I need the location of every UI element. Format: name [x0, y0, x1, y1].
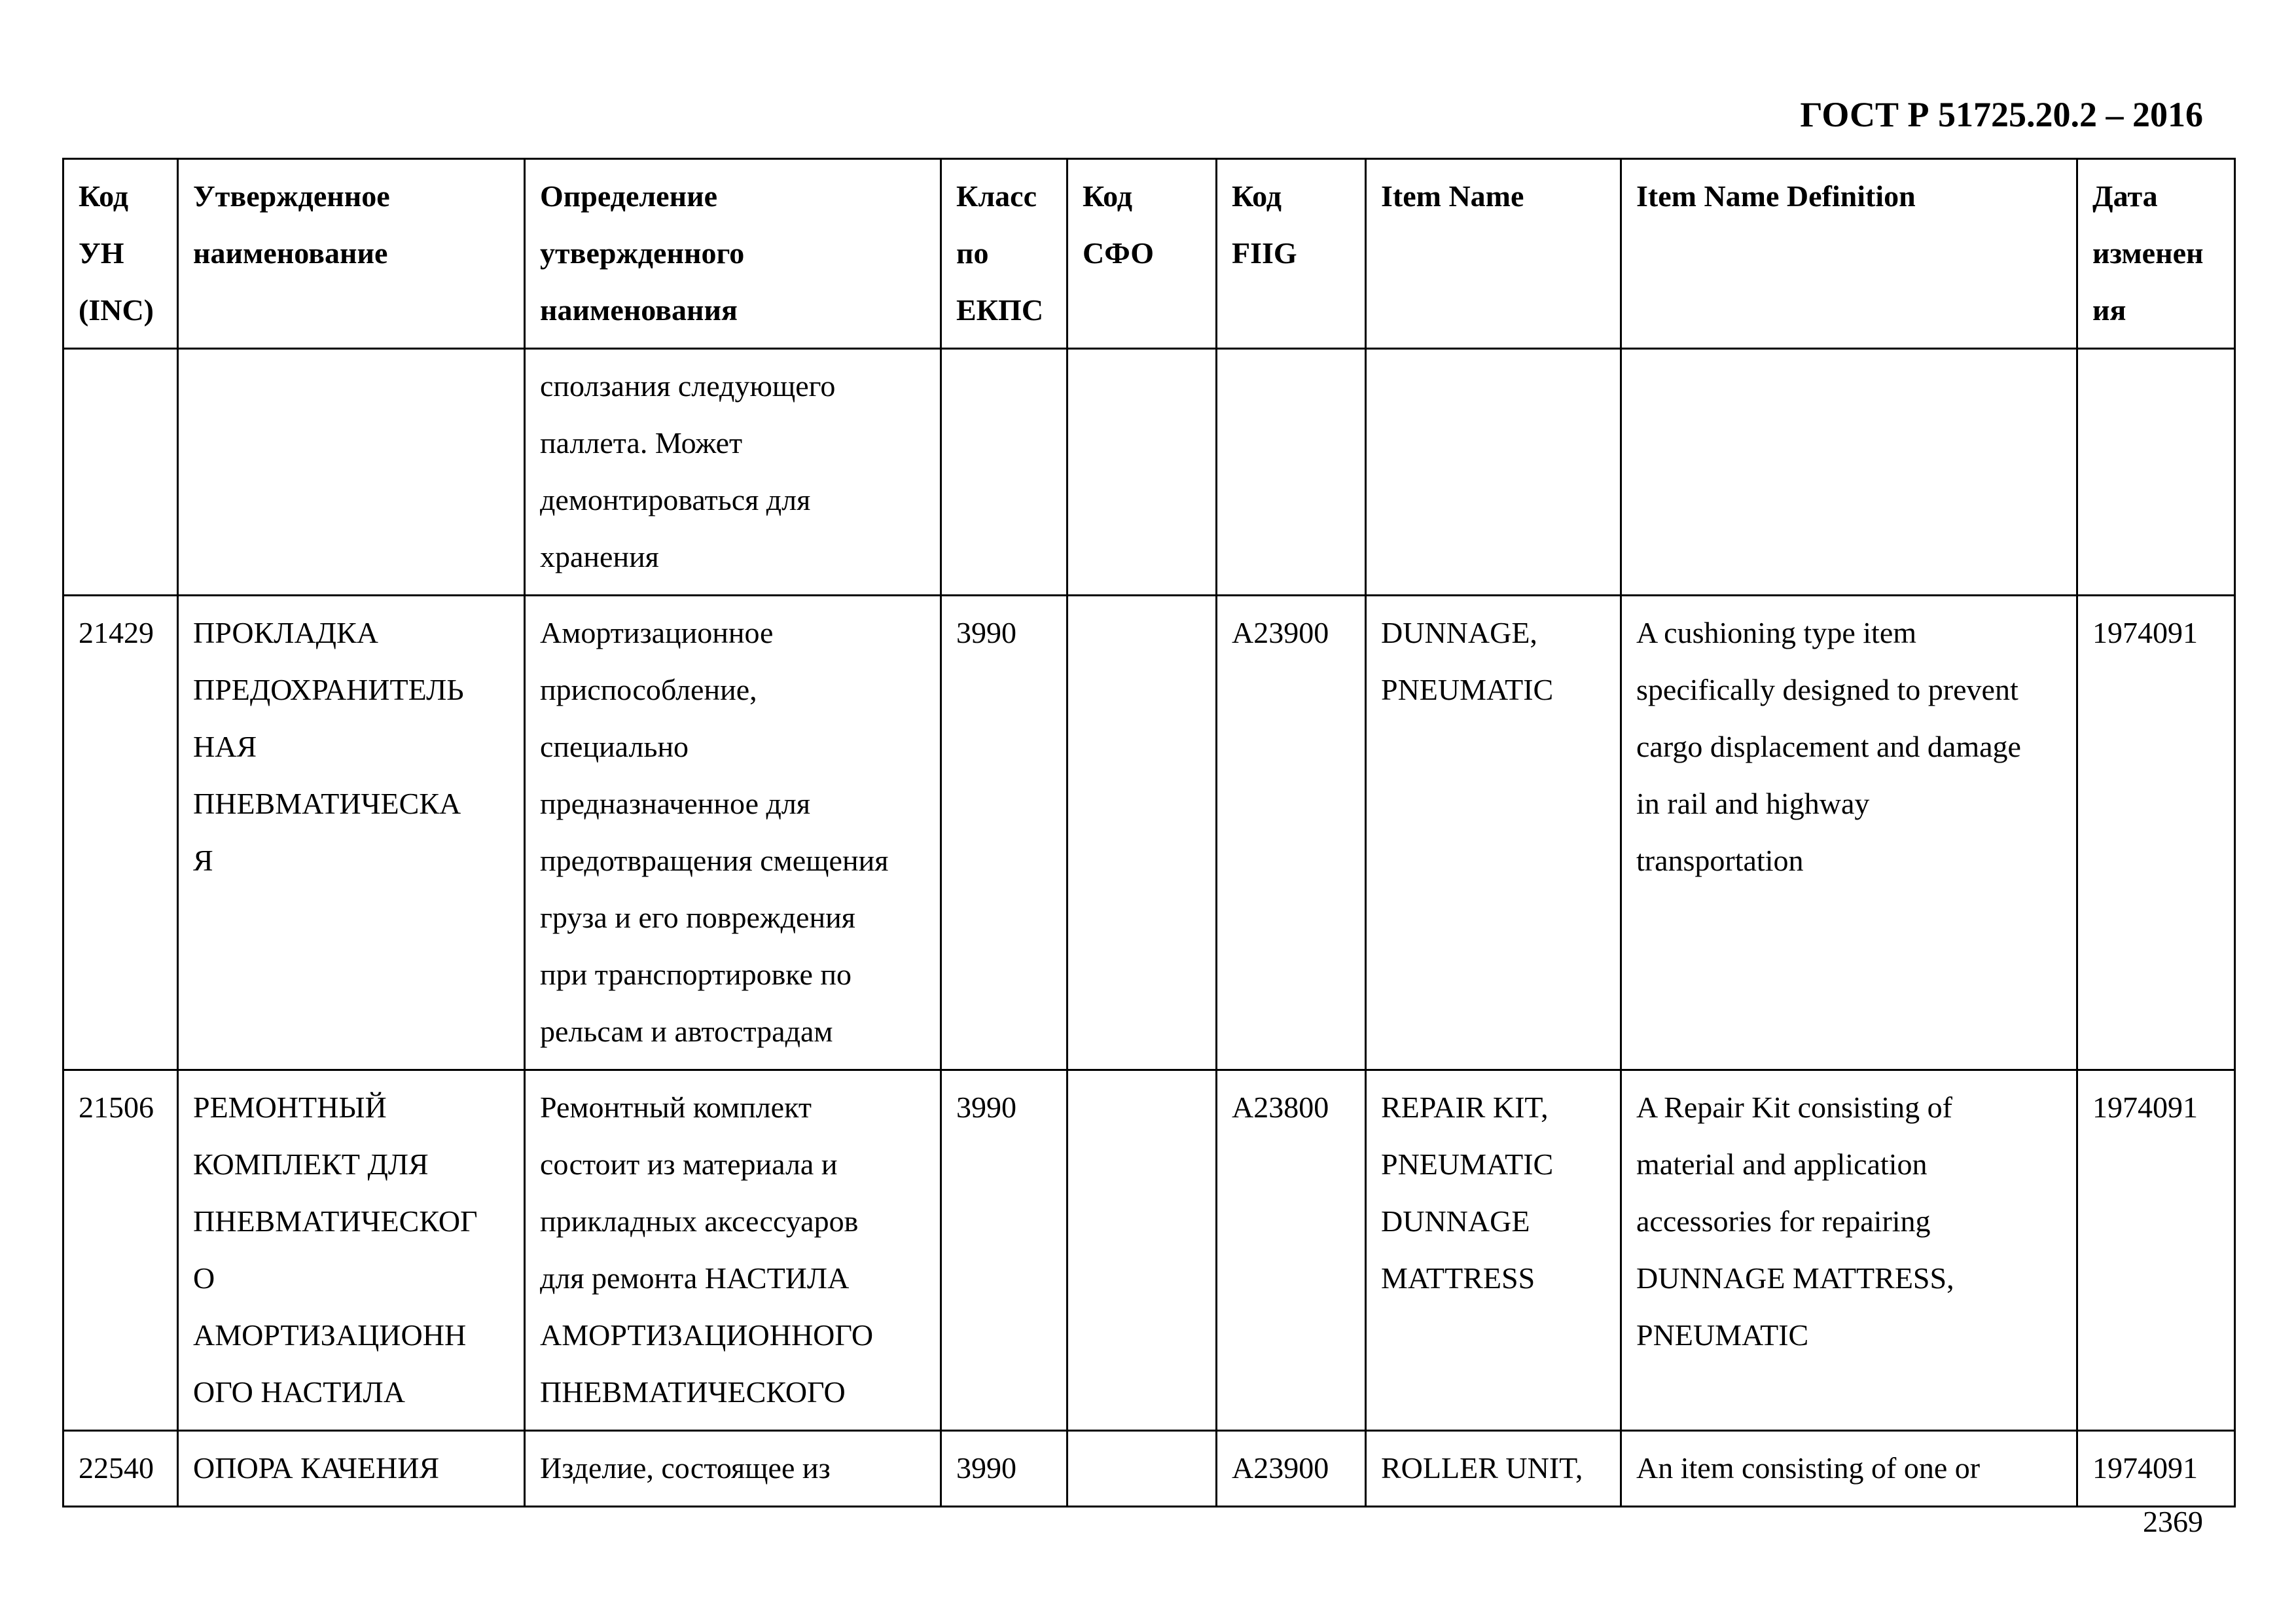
cell-class: 3990 [941, 596, 1067, 1070]
header-date: Дата изменен ия [2077, 159, 2235, 349]
cell-definition: сползания следующего паллета. Может демонтироваться для хранения [525, 349, 941, 596]
document-standard-title: ГОСТ Р 51725.20.2 – 2016 [1800, 95, 2203, 134]
cell-item-name: REPAIR KIT, PNEUMATIC DUNNAGE MATTRESS [1366, 1070, 1621, 1431]
header-item-name-definition: Item Name Definition [1621, 159, 2077, 349]
cell-date: 1974091 [2077, 596, 2235, 1070]
cell-class [941, 349, 1067, 596]
table-header-row [63, 159, 2235, 349]
cell-approved-name [178, 349, 525, 596]
table-row [63, 1070, 2235, 1431]
header-definition: Определение утвержденного наименования [525, 159, 941, 349]
cell-approved-name: РЕМОНТНЫЙ КОМПЛЕКТ ДЛЯ ПНЕВМАТИЧЕСКОГ О АМОРТИЗАЦИОНН ОГО НАСТИЛА [178, 1070, 525, 1431]
cell-approved-name: ПРОКЛАДКА ПРЕДОХРАНИТЕЛЬ НАЯ ПНЕВМАТИЧЕСКА Я [178, 596, 525, 1070]
cell-sfo [1067, 1431, 1217, 1507]
cell-definition: Амортизационное приспособление, специально предназначенное для предотвращения смещения груза и его повреждения при транспортировке по рельсам и автострадам [525, 596, 941, 1070]
header-item-name: Item Name [1366, 159, 1621, 349]
cell-class: 3990 [941, 1070, 1067, 1431]
cell-item-name: DUNNAGE, PNEUMATIC [1366, 596, 1621, 1070]
cell-inc: 21506 [63, 1070, 178, 1431]
cell-sfo [1067, 596, 1217, 1070]
cell-item-name: ROLLER UNIT, [1366, 1431, 1621, 1507]
cell-inc: 22540 [63, 1431, 178, 1507]
cell-sfo [1067, 349, 1217, 596]
header-class: Класс по ЕКПС [941, 159, 1067, 349]
cell-item-name-definition: A cushioning type item specifically designed to prevent cargo displacement and damage in rail and highway transportation [1621, 596, 2077, 1070]
cell-item-name-definition: A Repair Kit consisting of material and application accessories for repairing DUNNAGE MATTRESS, PNEUMATIC [1621, 1070, 2077, 1431]
cell-date [2077, 349, 2235, 596]
cell-inc: 21429 [63, 596, 178, 1070]
cell-approved-name: ОПОРА КАЧЕНИЯ [178, 1431, 525, 1507]
cell-fiig: A23800 [1217, 1070, 1366, 1431]
header-fiig: Код FIIG [1217, 159, 1366, 349]
cell-class: 3990 [941, 1431, 1067, 1507]
cell-item-name [1366, 349, 1621, 596]
header-approved-name: Утвержденное наименование [178, 159, 525, 349]
nomenclature-table [62, 158, 2236, 1507]
cell-sfo [1067, 1070, 1217, 1431]
cell-date: 1974091 [2077, 1431, 2235, 1507]
cell-inc [63, 349, 178, 596]
cell-date: 1974091 [2077, 1070, 2235, 1431]
table-row [63, 349, 2235, 596]
cell-item-name-definition: An item consisting of one or [1621, 1431, 2077, 1507]
cell-fiig [1217, 349, 1366, 596]
table-row [63, 1431, 2235, 1507]
page-number: 2369 [2143, 1505, 2203, 1538]
cell-definition: Ремонтный комплект состоит из материала и прикладных аксессуаров для ремонта НАСТИЛА АМОРТИЗАЦИОННОГО ПНЕВМАТИЧЕСКОГО [525, 1070, 941, 1431]
cell-item-name-definition [1621, 349, 2077, 596]
header-inc: Код УН (INC) [63, 159, 178, 349]
cell-fiig: A23900 [1217, 596, 1366, 1070]
table-row [63, 596, 2235, 1070]
cell-fiig: A23900 [1217, 1431, 1366, 1507]
header-sfo: Код СФО [1067, 159, 1217, 349]
cell-definition: Изделие, состоящее из [525, 1431, 941, 1507]
